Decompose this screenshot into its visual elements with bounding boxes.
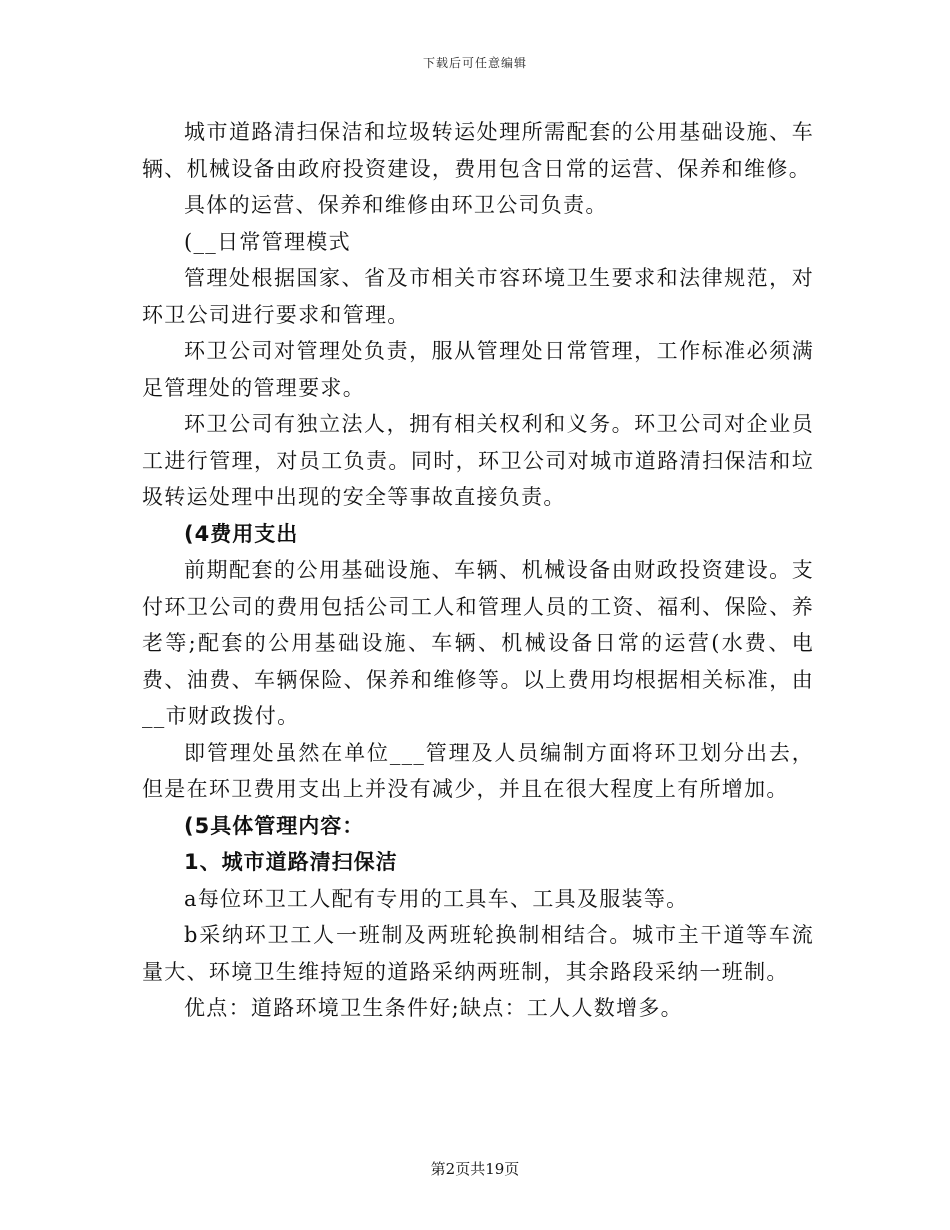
- page-number-footer: 第2页共19页: [430, 1160, 520, 1178]
- subheading-road-cleaning: 1、城市道路清扫保洁: [184, 850, 398, 874]
- paragraph-expense-conclusion: 即管理处虽然在单位___管理及人员编制方面将环卫划分出去，但是在环卫费用支出上并没有减少，并且在很大程度上有所增加。: [142, 740, 814, 801]
- paragraph-expense-details: 前期配套的公用基础设施、车辆、机械设备由财政投资建设。支付环卫公司的费用包括公司工人和管理人员的工资、福利、保险、养老等;配套的公用基础设施、车辆、机械设备日常的运营(水费、电费、油费、车辆保险、保养和维修等。以上费用均根据相关标准，由__市财政拨付。: [142, 558, 814, 728]
- section-heading-management-content: (5具体管理内容：: [184, 813, 365, 838]
- paragraph-management-office: 管理处根据国家、省及市相关市容环境卫生要求和法律规范，对环卫公司进行要求和管理。: [142, 266, 814, 327]
- list-item-b-shift-system: b采纳环卫工人一班制及两班轮换制相结合。城市主干道等车流量大、环境卫生维持短的道路采纳两班制，其余路段采纳一班制。: [142, 923, 814, 984]
- page-header: 下载后可任意编辑: [422, 56, 527, 70]
- section-heading-expenses: (4费用支出: [184, 521, 299, 546]
- list-item-a-equipment: a每位环卫工人配有专用的工具车、工具及服装等。: [184, 886, 689, 911]
- paragraph-maintenance-responsibility: 具体的运营、保养和维修由环卫公司负责。: [184, 193, 608, 217]
- section-heading-daily-management: (__日常管理模式: [184, 229, 351, 254]
- document-body: [142, 114, 814, 1027]
- paragraph-pros-cons: 优点：道路环境卫生条件好;缺点：工人人数增多。: [184, 996, 683, 1020]
- paragraph-independent-legal-entity: 环卫公司有独立法人，拥有相关权利和义务。环卫公司对企业员工进行管理，对员工负责。同时，环卫公司对城市道路清扫保洁和垃圾转运处理中出现的安全等事故直接负责。: [142, 412, 814, 509]
- paragraph-sanitation-company-duty: 环卫公司对管理处负责，服从管理处日常管理，工作标准必须满足管理处的管理要求。: [142, 339, 814, 400]
- paragraph-funding-construction: 城市道路清扫保洁和垃圾转运处理所需配套的公用基础设施、车辆、机械设备由政府投资建设，费用包含日常的运营、保养和维修。: [142, 120, 814, 181]
